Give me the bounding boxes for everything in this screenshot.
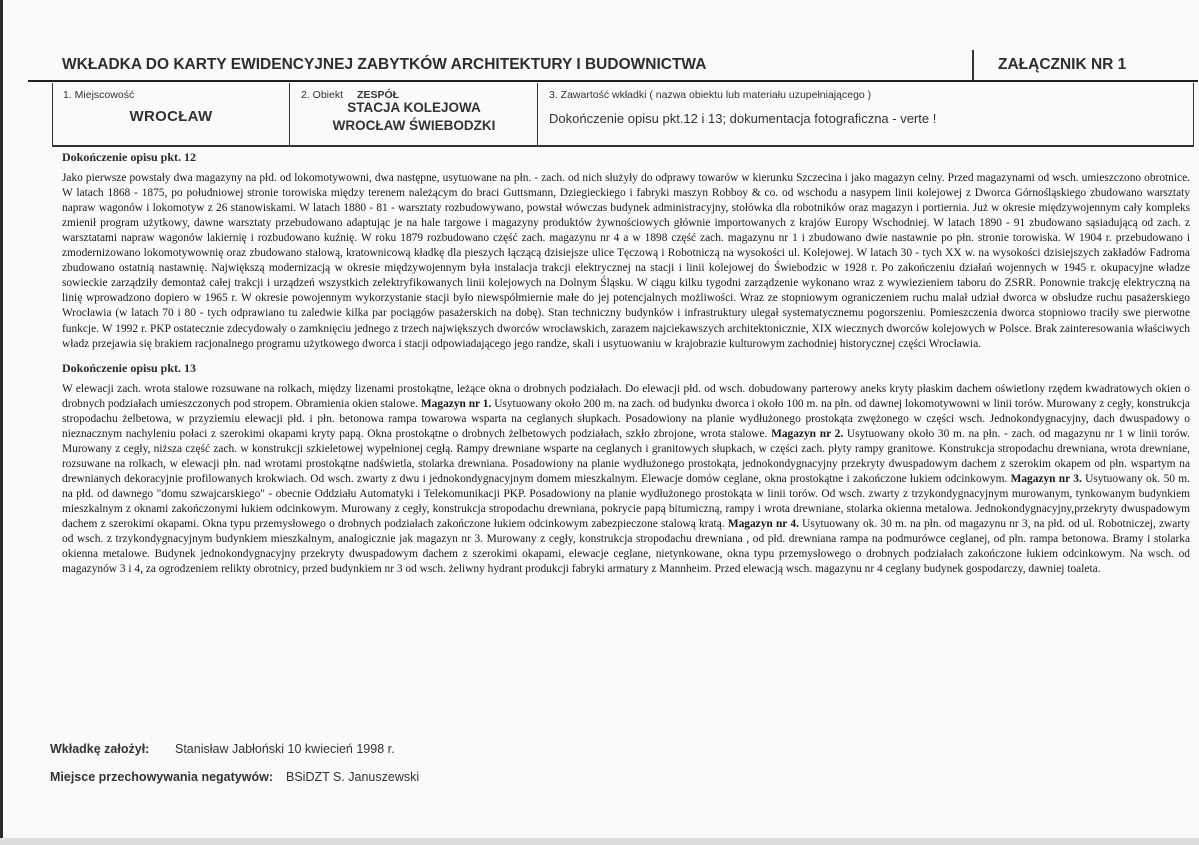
description-body: [62, 150, 1190, 577]
section-13-part-c: Usytuowany około 30 m. na płn. - zach. od magazynu nr 1 w linii torów. Murowany z cegły, niższa część zach. w konstrukcji szkieletowej wypełnionej cegłą. Rampy drewniane wsparte na ceglanych i granitowych słupkach, w części zach. płyty rampy granitowe. Konstrukcja stropodachu drewniana, wrota drewniane, rozsuwane na rolkach, w elewacji płn. nad wrotami prostokątne nadświetla, stolarka drewniana. Posadowiony na planie wydłużonego prostokąta, jednokondygnacyjny przekryty dwuspadowym dachem z szerokim okapem od płn. wspartym na drewnianych dekoracyjnie profilowanych krokwiach. Od wsch. zwarty z dwu i jednokondygnacyjnym domem mieszkalnym. Elewacje domów ceglane, okna prostokątne i zakończone łukiem odcinkowym.: [62, 427, 1190, 485]
locality-cell: [53, 83, 290, 145]
section-13-title: Dokończenie opisu pkt. 13: [62, 360, 197, 375]
locality-value: WROCŁAW: [129, 108, 213, 125]
warehouse-2-heading: Magazyn nr 2.: [771, 427, 844, 440]
section-13-part-b: Usytuowany około 200 m. na zach. od budynku dworca i około 100 m. na płn. od dawnej lokomotywowni w linii torów. Murowany z cegły, konstrukcja stropodachu żelbetowa, w przyziemiu elewacji płd. i płn. betonowa rampa towarowa wsparta na ceglanych słupkach. Posadowiony na planie wydłużonego prostokąta zwężonego w części wsch. Jednokondygnacyjny, dach dwuspadowy o nieznacznym nachyleniu połaci z szerokimi okapami kryty papą. Okna prostokątne o drobnych żelbetowych podziałach, szkło zbrojone, wrota stalowe.: [62, 397, 1190, 440]
content-value: Dokończenie opisu pkt.12 i 13; dokumentacja fotograficzna - verte !: [549, 111, 937, 126]
object-type: ZESPÓŁ: [357, 89, 400, 101]
section-13-part-e: Usytuowany ok. 30 m. na płn. od magazynu nr 3, na płd. od ul. Robotniczej, zwarty od wsch. z trzykondygnacyjnym budynkiem mieszkalnym, analogicznie jak magazyn nr 3. Murowany z cegły, konstrukcja stropodachu drewniana , od płd. drewniana rampa na podmurówce ceglanej, od płn. rampa betonowa. Bramy i stolarka okienna metalowe. Budynek jednokondygnacyjny przekryty dwuspadowym dachem z szerokimi okapami, elewacje ceglane, nietynkowane, okna typu przemysłowego o drobnych podziałach zakończone łukiem odcinkowym. Na wsch. od magazynów 3 i 4, za ogrodzeniem relikty obrotnicy, przed budynkiem nr 3 od wsch. żeliwny hydrant produkcji fabryki armatury z Mannheim. Przed elewacją wsch. magazynu nr 4 ceglany budynek gospodarczy, dawniej toaleta.: [62, 518, 1190, 576]
object-cell: [291, 83, 538, 145]
object-name-line1: STACJA KOLEJOWA: [347, 100, 481, 115]
content-label: 3. Zawartość wkładki ( nazwa obiektu lub materiału uzupełniającego ): [549, 89, 872, 101]
storage-label: Miejsce przechowywania negatywów:: [50, 770, 273, 784]
object-label: 2. Obiekt: [301, 89, 344, 101]
content-cell: [539, 83, 1191, 145]
founder-value: Stanisław Jabłoński 10 kwiecień 1998 r.: [175, 742, 395, 756]
locality-label: 1. Miejscowość: [63, 89, 135, 101]
scan-bottom-edge: [0, 838, 1199, 845]
section-13-part-a: W elewacji zach. wrota stalowe rozsuwane na rolkach, między lizenami prostokątne, leżące okna o drobnych podziałach. Do elewacji płd. od wsch. dobudowany parterowy aneks kryty płaskim dachem oświetlony rzędem kwadratowych okien o drobnych podziałach umieszczonych pod stropem. Obramienia okien stalowe.: [62, 382, 1190, 410]
section-13-text: [62, 382, 1190, 578]
annex-number: ZAŁĄCZNIK NR 1: [998, 56, 1127, 73]
scan-left-edge: [0, 0, 3, 845]
form-title: WKŁADKA DO KARTY EWIDENCYJNEJ ZABYTKÓW ARCHITEKTURY I BUDOWNICTWA: [62, 56, 707, 73]
info-table: [52, 83, 1194, 147]
header-divider: [972, 50, 974, 80]
section-12-title: Dokończenie opisu pkt. 12: [62, 150, 197, 164]
warehouse-4-heading: Magazyn nr 4.: [727, 518, 799, 531]
section-12-text: Jako pierwsze powstały dwa magazyny na płd. od lokomotywowni, dwa następne, usytuowane na płn. - zach. od nich służyły do odprawy towarów w kierunku Szczecina i jako magazyn celny. Przed magazynami od wsch. umieszczono obrotnice. W latach 1868 - 1875, po południowej stronie torowiska między terenem należącym do braci Guttsmann, Dziegieckiego i fabryki maszyn Robboy & co. od wschodu a nasypem linii kolejowej z Dworca Górnośląskiego zbudowano warsztaty napraw wagonów i lokomotyw z 26 stanowiskami. W latach 1880 - 81 - warsztaty rozbudowywano, powstał wówczas budynek administracyjny, stołówka dla robotników oraz magazyn i portiernia. Już w okresie międzywojennym cały kompleks zmienił program użytkowy, dawne warsztaty przebudowano adaptując je na hale targowe i magazyny produktów żywnościowych głównie importowanych z krajów Europy Wschodniej. W latach 1890 - 91 zbudowano sąsiadującą od zach. z warsztatami napraw wagonów lakiernię i rozbudowano kuźnię. W roku 1879 rozbudowano część zach. magazynu nr 4 a w 1898 część zach. magazynu nr 1 i zbudowano dwie nastawnie po płn. stronie torowiska. W 1904 r. przebudowano i zmodernizowano lokomotywownię oraz zbudowano stalową, kratownicową kładkę dla pieszych łączącą dzisiejsze ulice Tęczową i Robotniczą na wysokości ul. Kolejowej. W latach 30 - tych XX w. na wysokości dzisiejszych zakładów Fadroma zbudowano ostatnią nastawnię. Największą modernizacją w okresie międzywojennym była instalacja trakcji elektrycznej na stacji i linii kolejowej do Świebodzic w 1928 r. Po zakończeniu działań wojennych w 1945 r. okupacyjne władze sowieckie zarządziły demontaż całej trakcji i urządzeń wszystkich zelektryfikowanych linii kolejowych na Dolnym Śląsku. W ciągu kilku tygodni zarządzenie wykonano wraz z wywiezieniem taboru do ZSRR. Ponownie trakcję elektryczną na linię wprowadzono dopiero w 1965 r. W okresie powojennym wykorzystanie stacji było niewspółmiernie małe do jej potencjalnych możliwości. Wraz ze stopniowym ograniczeniem ruchu malał udział dworca w obsłudze ruchu pasażerskiego Wrocławia (w latach 70 i 80 - tych odprawiano tu zaledwie kilka par pociągów pasażerskich na dobę). Stan techniczny budynków i infrastruktury ulegał systematycznemu pogorszeniu. Pomieszczenia dworca stopniowo traciły swe pierwotne funkcje. W 1992 r. PKP ostatecznie zdecydowały o zamknięciu jednego z trzech największych dworców wrocławskich, zarazem najciekawszych architektonicznie, XIX wiecznych dworców kolejowych w Polsce. Brak zainteresowania właściwych władz przejawia się brakiem racjonalnego programu użytkowego dworca i stacji odpowiadającego jego randze, skali i usytuowaniu w krajobrazie kulturowym zachodniej historycznej części Wrocławia.: [62, 172, 1190, 350]
form-header: [28, 50, 1198, 82]
storage-row: [50, 770, 420, 784]
warehouse-1-heading: Magazyn nr 1.: [420, 397, 492, 410]
storage-value: BSiDZT S. Januszewski: [286, 770, 420, 784]
founder-row: [50, 742, 395, 756]
founder-label: Wkładkę założył:: [50, 742, 150, 756]
object-name-line2: WROCŁAW ŚWIEBODZKI: [332, 118, 496, 133]
warehouse-3-heading: Magazyn nr 3.: [1010, 472, 1082, 485]
section-13-part-d: Usytuowany ok. 50 m. na płd. od dawnego "domu szwajcarskiego" - obecnie Oddziału Automatyki i Telekomunikacji PKP. Posadowiony na planie wydłużonego prostokąta w linii torów. Od wsch. zwarty z trzykondygnacyjnym murowanym, tynkowanym budynkiem mieszkalnym z oknami zakończonymi łukiem odcinkowym. Murowany z cegły, konstrukcja stropodachu drewniana, pokrycie papą bitumiczną, rampy i wrota drewniane, stolarka okienna metalowa. Jednokondygnacyjny,przekryty dwuspadowym dachem z szerokimi okapami. Okna typu przemysłowego o drobnych podziałach zakończone łukiem odcinkowym zabezpieczone stalową kratą.: [62, 472, 1190, 531]
